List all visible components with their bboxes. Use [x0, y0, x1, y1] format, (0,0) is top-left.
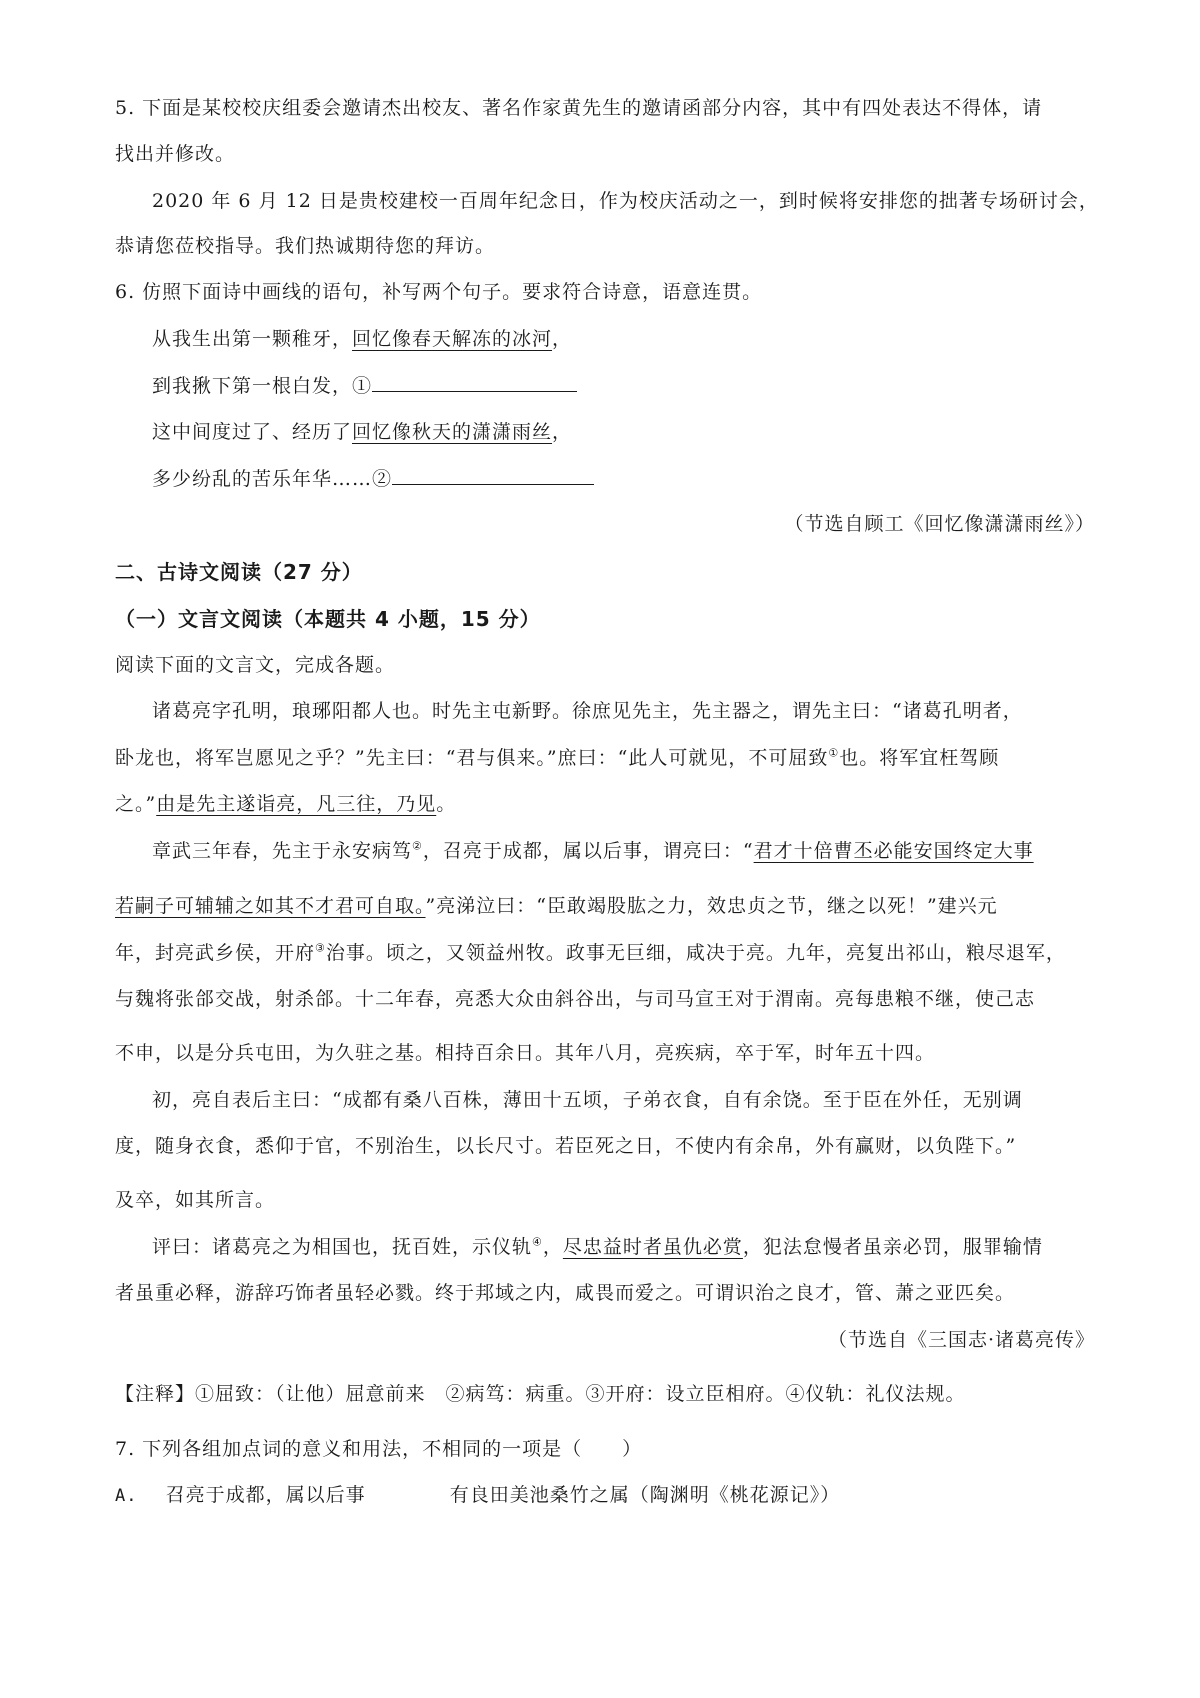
passage-p2-line-3: 年，封亮武乡侯，开府③治事。顷之，又领益州牧。政事无巨细，咸决于亮。九年，亮复出祁山，粮尽退军， [115, 941, 1066, 964]
passage-p3-line-2: 度，随身衣食，悉仰于官，不别治生，以长尺寸。若臣死之日，不使内有余帛，外有赢财，以负陛下。” [115, 1135, 1017, 1157]
passage-p1-line-3: 之。”由是先主遂诣亮，凡三往，乃见。 [115, 793, 457, 815]
passage-p4-line-1: 评曰：诸葛亮之为相国也，抚百姓，示仪轨④，尽忠益时者虽仇必赏，犯法怠慢者虽亲必罚，服罪输情 [152, 1235, 1043, 1258]
passage-p2-line-2: 若嗣子可辅辅之如其不才君可自取。”亮涕泣曰：“臣敢竭股肱之力，效忠贞之节，继之以死！”建兴元 [115, 895, 998, 917]
passage-p2-line-1: 章武三年春，先主于永安病笃②，召亮于成都，属以后事，谓亮曰：“君才十倍曹丕必能安国终定大事 [152, 839, 1034, 862]
reading-instruction: 阅读下面的文言文，完成各题。 [115, 654, 396, 676]
poem-line-4: 多少纷乱的苦乐年华……② [152, 466, 594, 491]
passage-underlined-2a: 君才十倍曹丕必能安国终定大事 [753, 840, 1034, 862]
passage-p2-line-5: 不申，以是分兵屯田，为久驻之基。相持百余日。其年八月，亮疾病，卒于军，时年五十四。 [115, 1042, 936, 1064]
passage-p2-line-4: 与魏将张郃交战，射杀郃。十二年春，亮悉大众由斜谷出，与司马宣王对于渭南。亮每患粮不继，使己志 [115, 988, 1036, 1010]
passage-source: （节选自《三国志·诸葛亮传》 [827, 1329, 1095, 1351]
poem-source: （节选自顾工《回忆像潇潇雨丝》） [784, 513, 1095, 535]
passage-underlined-2b: 若嗣子可辅辅之如其不才君可自取。 [115, 895, 426, 917]
poem-line-1: 从我生出第一颗稚牙，回忆像春天解冻的冰河， [152, 328, 573, 350]
q5-line-1: 5. 下面是某校校庆组委会邀请杰出校友、著名作家黄先生的邀请函部分内容，其中有四处表达不得体，请 [115, 97, 1043, 119]
passage-p3-line-3: 及卒，如其所言。 [115, 1189, 276, 1211]
q6-stem: 6. 仿照下面诗中画线的语句，补写两个句子。要求符合诗意，语意连贯。 [115, 281, 763, 303]
poem-line-2: 到我揪下第一根白发，① [152, 373, 577, 398]
section-2-heading: 二、古诗文阅读（27 分） [115, 560, 363, 584]
q5-letter-line-2: 恭请您莅校指导。我们热诚期待您的拜访。 [115, 235, 496, 257]
passage-underlined-3: 尽忠益时者虽仇必赏 [562, 1236, 743, 1258]
passage-underlined-1: 由是先主遂诣亮，凡三往，乃见 [156, 793, 437, 815]
poem-underlined-2: 回忆像秋天的潇潇雨丝 [352, 421, 553, 443]
subsection-1-heading: （一）文言文阅读（本题共 4 小题，15 分） [115, 607, 541, 631]
poem-line-3: 这中间度过了、经历了回忆像秋天的潇潇雨丝， [152, 421, 573, 443]
q5-line-2: 找出并修改。 [115, 143, 236, 165]
passage-p1-line-1: 诸葛亮字孔明，琅琊阳都人也。时先主屯新野。徐庶见先主，先主器之，谓先主曰：“诸葛孔明者， [152, 700, 1023, 722]
poem-underlined-1: 回忆像春天解冻的冰河 [352, 328, 553, 350]
q5-letter-line-1: 2020 年 6 月 12 日是贵校建校一百周年纪念日，作为校庆活动之一，到时候将安排您的拙著专场研讨会， [152, 190, 1099, 212]
passage-p1-line-2: 卧龙也，将军岂愿见之乎？”先主曰：“君与俱来。”庶曰：“此人可就见，不可屈致①也。将军宜枉驾顾 [115, 746, 1000, 769]
annotations: 【注释】①屈致：（让他）屈意前来 ②病笃：病重。③开府：设立臣相府。④仪轨：礼仪法规。 [115, 1383, 966, 1405]
answer-blank-2[interactable] [392, 466, 594, 485]
passage-p3-line-1: 初，亮自表后主曰：“成都有桑八百株，薄田十五顷，子弟衣食，自有余饶。至于臣在外任，无别调 [152, 1089, 1023, 1111]
passage-p4-line-2: 者虽重必释，游辞巧饰者虽轻必戮。终于邦域之内，咸畏而爱之。可谓识治之良才，管、萧之亚匹矣。 [115, 1282, 1016, 1304]
q7-option-a: A. 召亮于成都，属以后事 有良田美池桑竹之属（陶渊明《桃花源记》） [115, 1484, 841, 1506]
answer-blank-1[interactable] [372, 373, 577, 392]
q7-stem: 7. 下列各组加点词的意义和用法，不相同的一项是（ ） [115, 1438, 643, 1460]
